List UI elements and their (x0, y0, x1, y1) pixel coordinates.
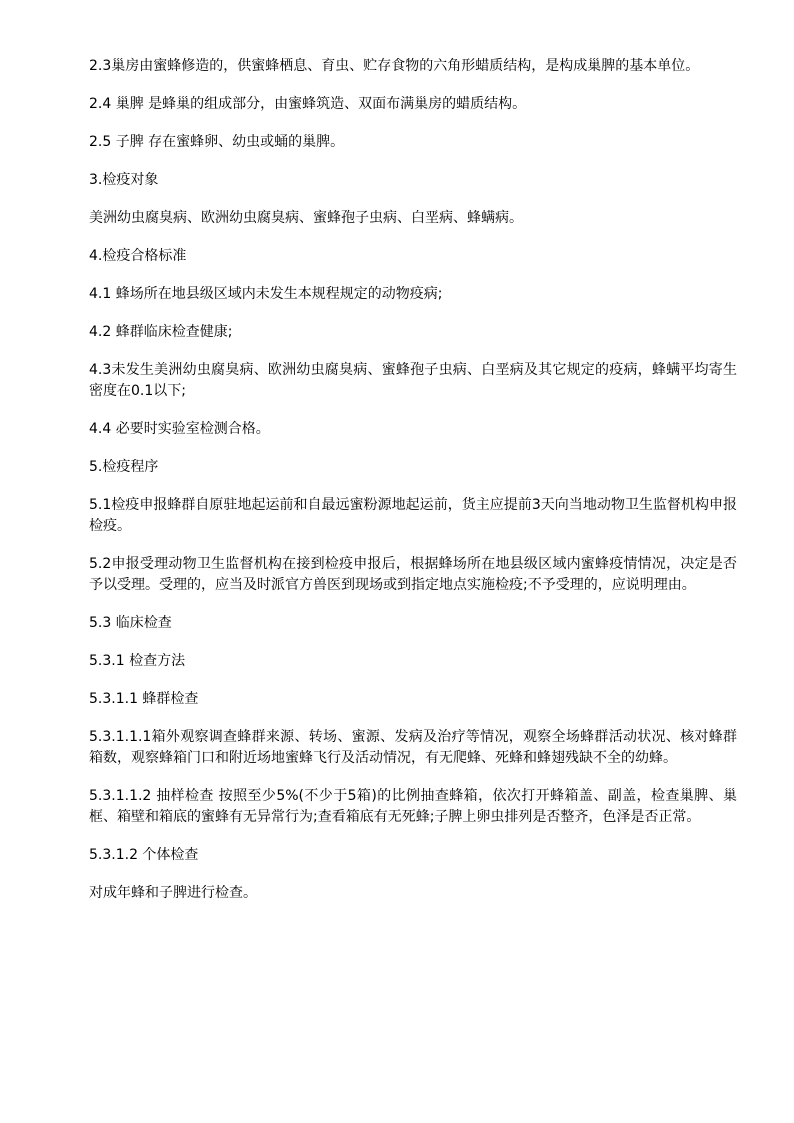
paragraph-quarantine-targets: 美洲幼虫腐臭病、欧洲幼虫腐臭病、蜜蜂孢子虫病、白垩病、蜂螨病。 (89, 210, 523, 226)
paragraph-5-1: 5.1检疫申报蜂群自原驻地起运前和自最远蜜粉源地起运前，货主应提前3天向当地动物卫生监督机构申报检疫。 (89, 497, 737, 534)
heading-5-3: 5.3 临床检查 (89, 615, 172, 631)
heading-5-3-1-1: 5.3.1.1 蜂群检查 (89, 691, 199, 707)
paragraph-2-5: 2.5 子脾 存在蜜蜂卵、幼虫或蛹的巢脾。 (89, 134, 345, 150)
paragraph-4-4: 4.4 必要时实验室检测合格。 (89, 421, 270, 437)
heading-5: 5.检疫程序 (89, 459, 159, 475)
paragraph-2-3: 2.3巢房由蜜蜂修造的，供蜜蜂栖息、育虫、贮存食物的六角形蜡质结构，是构成巢脾的基本单位。 (89, 58, 700, 74)
paragraph-2-4: 2.4 巢脾 是蜂巢的组成部分，由蜜蜂筑造、双面布满巢房的蜡质结构。 (89, 96, 527, 112)
heading-5-3-1-2: 5.3.1.2 个体检查 (89, 847, 199, 863)
paragraph-5-3-1-1-2: 5.3.1.1.2 抽样检查 按照至少5%(不少于5箱)的比例抽查蜂箱，依次打开蜂箱盖、副盖，检查巢脾、巢框、箱壁和箱底的蜜蜂有无异常行为;查看箱底有无死蜂;子脾上卵虫排列是否整齐，色泽是否正常。 (89, 788, 737, 825)
paragraph-4-2: 4.2 蜂群临床检查健康; (89, 324, 233, 340)
heading-4: 4.检疫合格标准 (89, 248, 187, 264)
paragraph-individual-inspection: 对成年蜂和子脾进行检查。 (89, 885, 257, 901)
heading-5-3-1: 5.3.1 检查方法 (89, 653, 186, 669)
paragraph-4-1: 4.1 蜂场所在地县级区域内未发生本规程规定的动物疫病; (89, 286, 443, 302)
paragraph-4-3: 4.3未发生美洲幼虫腐臭病、欧洲幼虫腐臭病、蜜蜂孢子虫病、白垩病及其它规定的疫病，蜂螨平均寄生密度在0.1以下; (89, 362, 737, 399)
paragraph-5-3-1-1-1: 5.3.1.1.1箱外观察调查蜂群来源、转场、蜜源、发病及治疗等情况，观察全场蜂群活动状况、核对蜂群箱数，观察蜂箱门口和附近场地蜜蜂飞行及活动情况，有无爬蜂、死蜂和蜂翅残缺不全的幼蜂。 (89, 729, 737, 766)
heading-3: 3.检疫对象 (89, 172, 159, 188)
paragraph-5-2: 5.2申报受理动物卫生监督机构在接到检疫申报后，根据蜂场所在地县级区域内蜜蜂疫情情况，决定是否予以受理。受理的，应当及时派官方兽医到现场或到指定地点实施检疫;不予受理的，应说明理由。 (89, 556, 737, 593)
